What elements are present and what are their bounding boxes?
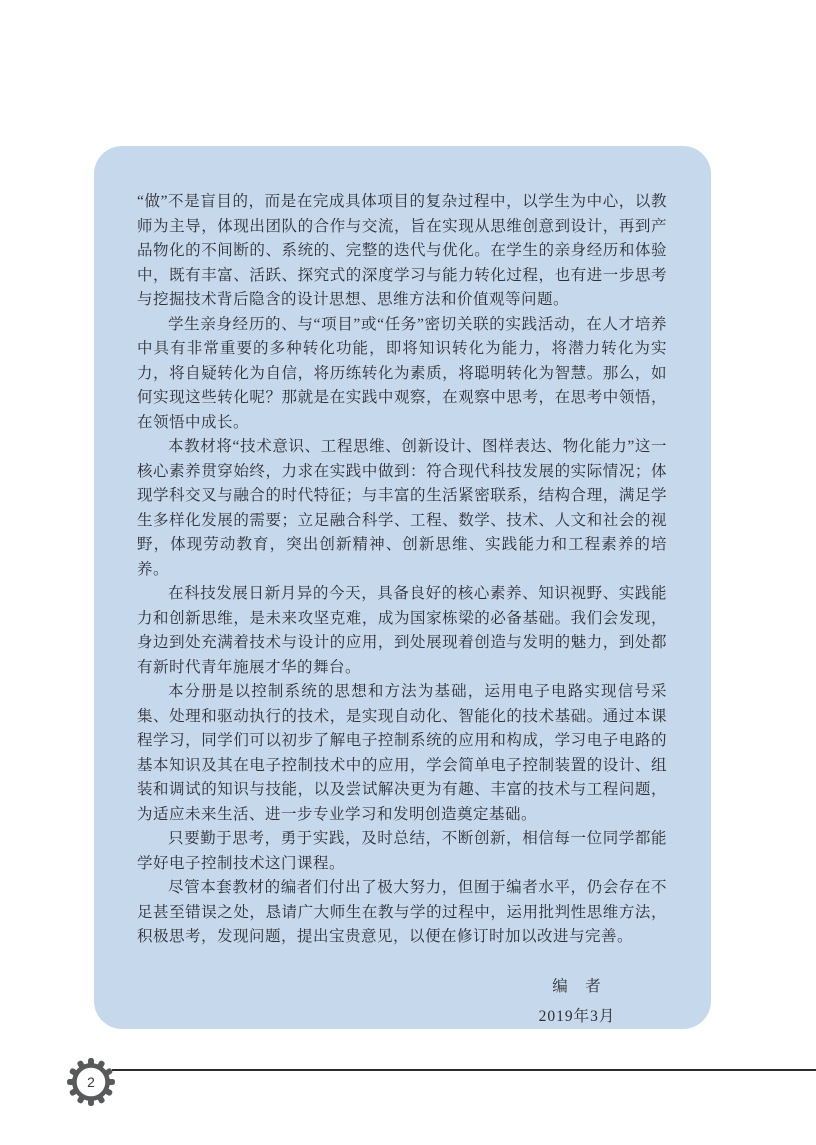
preface-paragraph: 尽管本套教材的编者们付出了极大努力，但囿于编者水平，仍会存在不足甚至错误之处，恳请广大师生在教与学的过程中，运用批判性思维方法，积极思考，发现问题，提出宝贵意见，以便在修订时加以改进与完善。 xyxy=(137,879,667,945)
preface-paragraph: 学生亲身经历的、与“项目”或“任务”密切关联的实践活动，在人才培养中具有非常重要的多种转化功能，即将知识转化为能力，将潜力转化为实力，将自疑转化为自信，将历练转化为素质，将聪明转化为智慧。那么，如何实现这些转化呢？那就是在实践中观察，在观察中思考，在思考中领悟，在领悟中成长。 xyxy=(137,315,667,431)
preface-paragraph: 本教材将“技术意识、工程思维、创新设计、图样表达、物化能力”这一核心素养贯穿始终，力求在实践中做到：符合现代科技发展的实际情况；体现学科交叉与融合的时代特征；与丰富的生活紧密联系，结构合理，满足学生多样化发展的需要；立足融合科学、工程、数学、技术、人文和社会的视野，体现劳动教育，突出创新精神、创新思维、实践能力和工程素养的培养。 xyxy=(137,438,667,578)
preface-paragraph: 在科技发展日新月异的今天，具备良好的核心素养、知识视野、实践能力和创新思维，是未来攻坚克难，成为国家栋梁的必备基础。我们会发现，身边到处充满着技术与设计的应用，到处展现着创造与发明的魅力，到处都有新时代青年施展才华的舞台。 xyxy=(137,585,667,676)
gear-icon xyxy=(67,1058,115,1106)
signature-block xyxy=(492,972,662,1032)
signature-date: 2019年3月 xyxy=(538,1007,616,1025)
editor-signature: 编 者 xyxy=(552,977,602,995)
page-number: 2 xyxy=(87,1074,95,1091)
preface-panel xyxy=(94,146,711,1029)
preface-paragraph: 本分册是以控制系统的思想和方法为基础，运用电子电路实现信号采集、处理和驱动执行的技术，是实现自动化、智能化的技术基础。通过本课程学习，同学们可以初步了解电子控制系统的应用和构成，学习电子电路的基本知识及其在电子控制技术中的应用，学会简单电子控制装置的设计、组装和调试的知识与技能，以及尝试解决更为有趣、丰富的技术与工程问题，为适应未来生活、进一步专业学习和发明创造奠定基础。 xyxy=(137,683,667,823)
preface-paragraph: “做”不是盲目的，而是在完成具体项目的复杂过程中，以学生为中心，以教师为主导，体现出团队的合作与交流，旨在实现从思维创意到设计，再到产品物化的不间断的、系统的、完整的迭代与优化。在学生的亲身经历和体验中，既有丰富、活跃、探究式的深度学习与能力转化过程，也有进一步思考与挖掘技术背后隐含的设计思想、思维方法和价值观等问题。 xyxy=(137,193,667,308)
preface-paragraph: 只要勤于思考，勇于实践，及时总结，不断创新，相信每一位同学都能学好电子控制技术这门课程。 xyxy=(137,830,667,872)
footer-rule xyxy=(112,1069,816,1071)
